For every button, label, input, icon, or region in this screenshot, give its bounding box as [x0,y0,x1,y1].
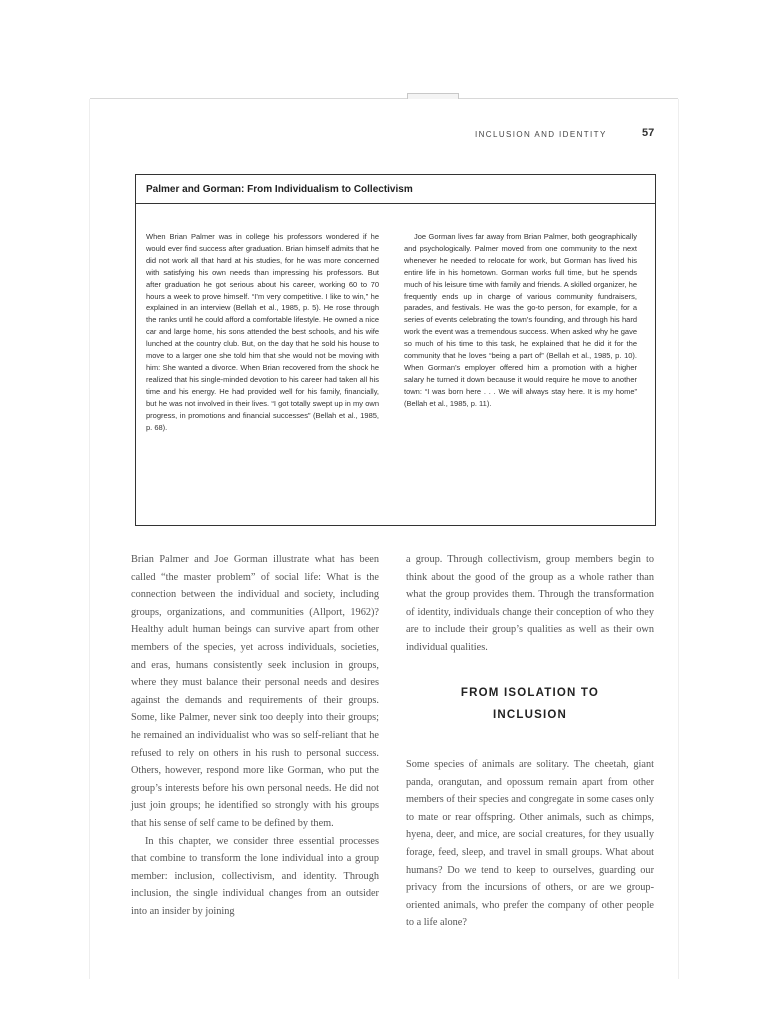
body-paragraph: Some species of animals are solitary. The cheetah, giant panda, orangutan, and opossum remain apart from other members of their species and congregate in some cases only to mate or rear offspring. Other animals, such as chimps, hyena, deer, and mice, are social creatures, for they usually forage, feed, sleep, and travel in small groups. What about humans? Do we tend to keep to ourselves, guarding our privacy from the incursions of others, or are we group-oriented animals, who prefer the company of other people to a life alone? [406,759,654,929]
box-left-column: When Brian Palmer was in college his professors wondered if he would ever find success after graduation. Brian himself admits that he did not work all that hard at his studies, for he was more concerned with satisfying his own needs than impressing his professors. But after graduation he got serious about his career, working 60 to 70 hours a week to prove himself. “I’m very competitive. I like to win,” he explained in an interview (Bellah et al., 1985, p. 5). He rose through the ranks until he could afford a comfortable lifestyle. He owned a nice car and large home, his sons attended the best schools, and his wife lunched at the country club. But, on the day that he sold his house to move to a larger one she told him that she would not be moving with him: She wanted a divorce. When Brian recovered from the shock he realized that his single-minded devotion to his career had taken all his time and his energy. He had provided well for his family, financially, but he was not involved in their lives. “I got totally swept up in my own progress, in promotions and financial successes” (Bellah et al., 1985, p. 68). [146,232,379,432]
box-right-column: Joe Gorman lives far away from Brian Palmer, both geographically and psychologically. Palmer moved from one community to the next whenever he needed to relocate for work, but Gorman has lived his entire life in his hometown. Gorman works full time, but he spends much of his leisure time with family and friends. A skilled organizer, he frequently ends up in charge of various community fundraisers, parades, and festivals. He was the go-to person, for example, for a series of events celebrating the town’s founding, and through his hard work the event was a tremendous success. When asked why he gave so much of his time to this task, he explained that he did it for the community that he loves “being a part of” (Bellah et al., 1985, p. 10). When Gorman’s employer offered him a promotion with a higher salary he turned it down because it would require he move to another town: “I was born here . . . We will always stay here. It is my home” (Bellah et al., 1985, p. 11). [404,232,637,408]
body-paragraph: a group. Through collectivism, group members begin to think about the good of the group as a whole rather than what the group provides them. Through the transformation of identity, individuals change their conception of who they are to include their group’s qualities as well as their own individual qualities. [406,554,654,653]
box-divider [136,203,655,204]
body-right-column-lower [406,756,654,932]
body-left-column [131,551,379,920]
box-title: Palmer and Gorman: From Individualism to Collectivism [146,184,413,195]
section-heading [406,682,654,726]
document-page [90,99,678,979]
body-right-column [406,551,654,657]
sidebar-box [135,174,656,526]
page-number: 57 [642,127,655,139]
body-paragraph: Brian Palmer and Joe Gorman illustrate what has been called “the master problem” of social life: What is the connection between the individual and society, including groups, organizations, and communities (Allport, 1962)? Healthy adult human beings can survive apart from other members of the species, yet across individuals, societies, and eras, humans consistently seek inclusion in groups, where they must balance their personal needs and desires against the demands and requirements of their groups. Some, like Palmer, never sink too deeply into their groups; he remained an individualist who was so self-reliant that he refused to rely on others in his rush to personal success. Others, however, respond more like Gorman, who put the group’s interests before his own personal needs. He did not just join groups; he identified so strongly with his groups that his sense of self came to be defined by them. [131,554,379,829]
running-head: INCLUSION AND IDENTITY [475,130,607,139]
body-paragraph: In this chapter, we consider three essential processes that combine to transform the lone individual into a group member: inclusion, collectivism, and identity. Through inclusion, the single individual changes from an outsider into an insider by joining [131,835,379,917]
section-heading-line: INCLUSION [492,709,568,721]
section-heading-line: FROM ISOLATION TO [460,687,600,699]
